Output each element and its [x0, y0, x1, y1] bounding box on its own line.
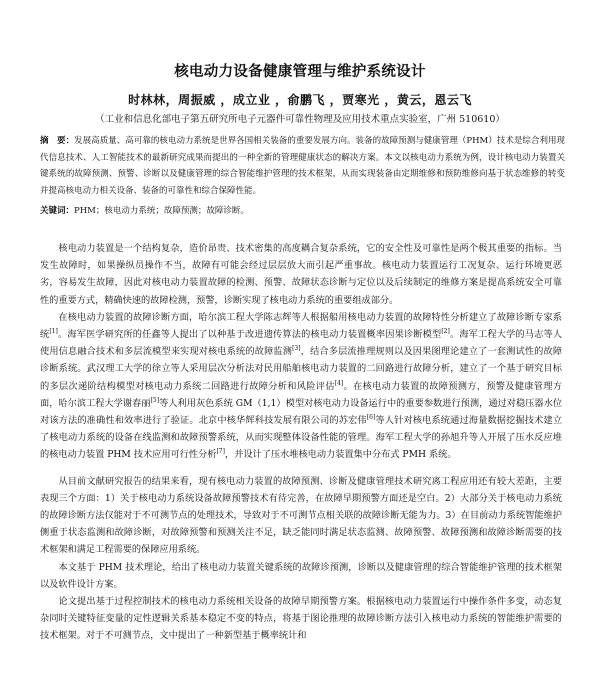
citation-marker: [4] [334, 379, 344, 387]
paragraph-5: 论文提出基于过程控制技术的核电动力系统相关设备的故障早期预警方案。根据核电动力装置运行中操作条件多变，动态复杂同时关键特征变量的定性逻辑关系基本稳定不变的特点，将基于图论推理的故障诊断方法引入核电动力系统的智能维护需要的技术框架。对于不可测节点，文中提出了一种新型基于概率统计和 [40, 596, 562, 642]
paper-title: 核电动力设备健康管理与维护系统设计 [174, 64, 426, 80]
keywords-label: 关键词： [40, 206, 75, 216]
body-text [40, 240, 562, 645]
paragraph-3: 从目前文献研究报告的结果来看，现有核电动力装置的故障预测、诊断及健康管理技术研究离工程应用还有较大差距，主要表现三个方面：1）关于核电动力系统设备故障预警技术有待完善，在故障早期预警方面还是空白。2）大部分关于核电动力系统的故障诊断方法仅能对于不可测节点的处理技术，导致对于不可测节点相关联的故障诊断无能为力。3）在目前动力系统智能维护侧重于状态监测和故障诊断，对故障预警和预测关注不足，缺乏能同时满足状态监测、故障预警、故障预测和故障诊断需要的技术框架和满足工程需要的保障应用系统。 [40, 475, 562, 556]
abstract-text: 发展高质量、高可靠的核电动力系统是世界各国相关装备的重要发展方向。装备的故障预测与健康管理（PHM）技术是综合利用现代信息技术、人工智能技术的最新研究成果而提出的一种全新的管理健康状态的解决方案。本文以核电动力系统为例，设计核电动力装置关键系统的故障预测、预警、诊断以及健康管理的综合智能维护管理的技术框架，从而实现装备由定期维修和预防维修向基于状态维修的转变并提高核电动力相关设备、装备的可靠性和综合保障性能。 [40, 136, 565, 196]
paragraph-1: 核电动力装置是一个结构复杂，造价昂贵、技术密集的高度耦合复杂系统，它的安全性及可靠性是两个极其重要的指标。当发生故障时，如果操纵员操作不当，故障有可能会经过层层放大而引起严重事故。核电动力装置运行工况复杂、运行环境更恶劣，容易发生故障，因此对核电动力装置故障的检测、预警、故障状态诊断与定位以及后续制定的维修方案是提高系统安全可靠性的重要方式，精确快速的故障检测，预警，诊断实现了核电动力系统的重要组成部分。 [40, 243, 562, 306]
affiliation: （工业和信息化部电子第五研究所电子元器件可靠性物理及应用技术重点实验室，广州 510610） [95, 114, 505, 125]
citation-marker: [3] [292, 345, 301, 353]
author-list: 时林林，周振威 ，成立业 ，俞鹏飞 ，贾寒光 ，黄云，恩云飞 [128, 93, 472, 107]
citation-marker: [6] [366, 413, 376, 421]
abstract [40, 133, 565, 199]
citation-marker: [7] [216, 448, 225, 456]
citation-marker: [2] [441, 327, 450, 335]
keywords-text: PHM；核电动力系统；故障预测；故障诊断。 [74, 206, 249, 216]
citation-marker: [5] [150, 396, 160, 404]
keywords [40, 204, 565, 218]
citation-marker: [1] [49, 327, 58, 335]
paragraph-2: 在核电动力装置的故障诊断方面，哈尔滨工程大学陈志辉等人根据船用核电动力装置的故障特性分析建立了故障诊断专家系统[1]。海军医学研究所的任鑫等人提出了以种基于改进遗传算法的核电动力装置概率因果诊断模型[2]。海军工程大学的马志等人使用信息融合技术和多层流模型来实现对核电系统的故障监测[3]，结合多层流推理规则以及因果图理论建立了一套测试性的故障诊断系统。武汉理工大学的徐立等人采用层次分析法对民用船舶核电动力装置的二回路进行故障分析，建立了一个基于研究目标的多层次递阶结构模型对核电动力系统二回路进行故障分析和风险评估[4]。在核电动力装置的故障预测方，预警及健康管理方面，哈尔滨工程大学谢春丽[5]等人利用灰色系统 GM（1,1）模型对核电动力设备运行中的重要参数进行预测，通过对稳压器水位对该方法的准确性和效率进行了验证。北京中核华辉科技发展有限公司的苏宏伟[6]等人针对核电系统通过海量数据挖掘技术建立了核电动力系统的设备在线监测和故障预警系统，从而实现整体设备性能的管理。海军工程大学的孙旭升等人开展了压水反应堆的核电动力装置 PHM 技术应用可行性分析[7]，并设计了压水堆核电动力装置集中分布式 PMH 系统。 [40, 311, 563, 461]
paragraph-4: 本文基于 PHM 技术理论，给出了核电动力装置关键系统的故障诊预测，诊断以及健康管理的综合智能维护管理的技术框架以及软件设计方案。 [40, 561, 562, 590]
abstract-label: 摘 要： [40, 136, 75, 146]
